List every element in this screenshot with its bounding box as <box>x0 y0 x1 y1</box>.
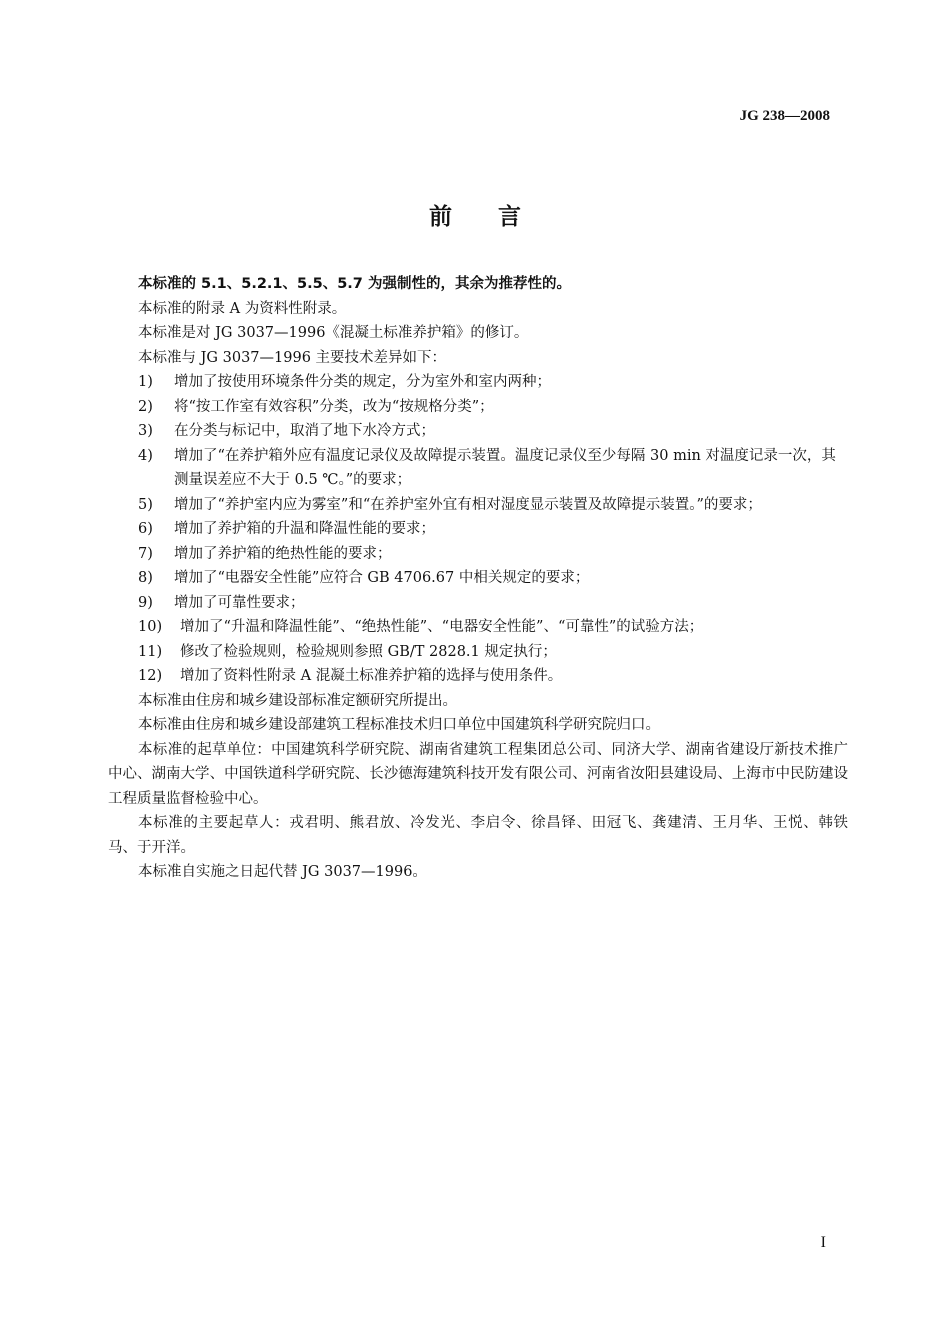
appendix-paragraph: 本标准的附录 A 为资料性附录。 <box>138 300 347 317</box>
list-item-text: 增加了“升温和降温性能”、“绝热性能”、“电器安全性能”、“可靠性”的试验方法； <box>180 619 704 635</box>
replacement-paragraph: 本标准自实施之日起代替 JG 3037—1996。 <box>138 864 427 880</box>
list-item <box>138 419 848 444</box>
list-item-number: 5) <box>138 496 153 513</box>
list-item <box>138 566 848 591</box>
list-item-text: 修改了检验规则，检验规则参照 GB/T 2828.1 规定执行； <box>180 643 557 660</box>
revision-paragraph: 本标准是对 JG 3037—1996《混凝土标准养护箱》的修订。 <box>138 325 529 341</box>
responsible-unit-paragraph: 本标准由住房和城乡建设部建筑工程标准技术归口单位中国建筑科学研究院归口。 <box>138 717 660 733</box>
list-item <box>138 444 848 493</box>
drafters-paragraph: 本标准的主要起草人：戎君明、熊君放、冷发光、李启令、徐昌铎、田冠飞、龚建清、王月华、王悦、韩铁马、于开洋。 <box>108 815 848 856</box>
drafting-units-paragraph: 本标准的起草单位：中国建筑科学研究院、湖南省建筑工程集团总公司、同济大学、湖南省建设厅新技术推广中心、湖南大学、中国铁道科学研究院、长沙德海建筑科技开发有限公司、河南省汝阳县建设局、上海市中民防建设工程质量监督检验中心。 <box>108 741 848 807</box>
list-item-text: 在分类与标记中，取消了地下水冷方式； <box>174 423 435 439</box>
list-item <box>138 640 848 665</box>
list-item <box>138 395 848 420</box>
list-item-text: 增加了可靠性要求； <box>174 594 305 611</box>
list-item-text: 增加了养护箱的绝热性能的要求； <box>174 545 392 562</box>
mandatory-clauses-paragraph: 本标准的 5.1、5.2.1、5.5、5.7 为强制性的，其余为推荐性的。 <box>138 276 571 292</box>
standard-code: JG 238—2008 <box>739 108 830 124</box>
list-item <box>138 664 848 689</box>
list-item-number: 11) <box>138 643 163 660</box>
list-item-number: 9) <box>138 594 153 611</box>
list-item <box>138 517 848 542</box>
list-item-number: 7) <box>138 545 153 562</box>
differences-intro-paragraph: 本标准与 JG 3037—1996 主要技术差异如下： <box>138 349 447 366</box>
list-item-text: 增加了按使用环境条件分类的规定，分为室外和室内两种； <box>174 374 551 390</box>
proposer-paragraph: 本标准由住房和城乡建设部标准定额研究所提出。 <box>138 692 457 709</box>
list-item <box>138 493 848 518</box>
list-item <box>138 615 848 640</box>
list-item-number: 3) <box>138 423 153 439</box>
list-item-number: 1) <box>138 374 153 390</box>
list-item-number: 10) <box>138 619 163 635</box>
list-item-text: 增加了“养护室内应为雾室”和“在养护室外宜有相对湿度显示装置及故障提示装置。”的要求； <box>174 496 762 513</box>
list-item-text: 增加了资料性附录 A 混凝土标准养护箱的选择与使用条件。 <box>180 668 563 684</box>
list-item-text: 增加了“电器安全性能”应符合 GB 4706.67 中相关规定的要求； <box>174 570 590 586</box>
list-item-number: 2) <box>138 398 153 415</box>
page-title: 前 言 <box>429 204 521 230</box>
list-item-text: 增加了养护箱的升温和降温性能的要求； <box>174 521 435 537</box>
list-item-number: 4) <box>138 447 153 464</box>
list-item-number: 12) <box>138 668 163 684</box>
list-item <box>138 591 848 616</box>
list-item <box>138 542 848 567</box>
foreword-body <box>108 272 848 885</box>
list-item-text: 增加了“在养护箱外应有温度记录仪及故障提示装置。温度记录仪至少每隔 30 min 对温度记录一次，其测量误差应不大于 0.5 ℃。”的要求； <box>174 447 836 488</box>
list-item-text: 将“按工作室有效容积”分类，改为“按规格分类”； <box>174 398 494 415</box>
list-item <box>138 370 848 395</box>
list-item-number: 6) <box>138 521 153 537</box>
page-number: I <box>820 1234 826 1251</box>
list-item-number: 8) <box>138 570 153 586</box>
